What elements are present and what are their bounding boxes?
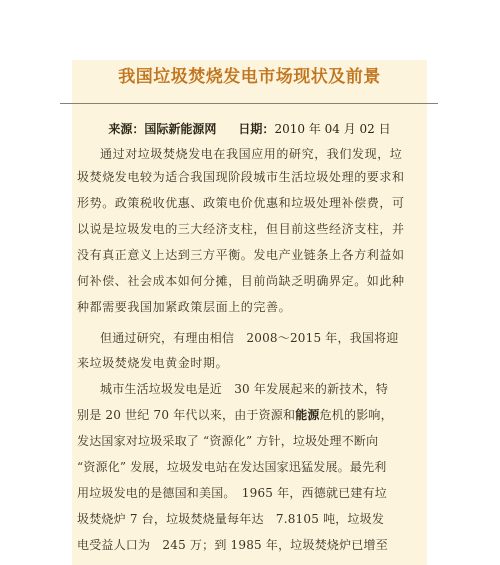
article-meta — [72, 120, 427, 137]
title-divider — [60, 103, 438, 104]
paragraph-line — [77, 407, 393, 423]
paragraph-line: 种都需要我国加紧政策层面上的完善。 — [77, 300, 292, 314]
paragraph-line: 没有真正意义上达到三方平衡。发电产业链条上各方利益如 — [77, 248, 405, 262]
article-title: 我国垃圾焚烧发电市场现状及前景 — [118, 67, 381, 87]
paragraph-line: 以说是垃圾发电的三大经济支柱，但目前这些经济支柱，并 — [77, 222, 405, 236]
paragraph-line: 形势。政策税收优惠、政策电价优惠和垃圾处理补偿费，可 — [77, 196, 405, 210]
energy-keyword: 能源 — [295, 408, 320, 422]
paragraph-line: 通过对垃圾焚烧发电在我国应用的研究，我们发现，垃 — [100, 147, 403, 161]
paragraph-line: 发达国家对垃圾采取了 “资源化” 方针，垃圾处理不断向 — [77, 434, 379, 448]
paragraph-line: 何补偿、社会成本如何分摊，目前尚缺乏明确界定。如此种 — [77, 274, 405, 288]
source-label: 来源： — [108, 122, 145, 136]
line-text: 危机的影响， — [319, 408, 393, 422]
date-value: 2010 年 04 月 02 日 — [274, 122, 391, 136]
paragraph-line: 城市生活垃圾发电是近 30 年发展起来的新技术，特 — [100, 382, 389, 396]
source-value: 国际新能源网 — [144, 122, 217, 136]
paragraph-line: “资源化” 发展，垃圾发电站在发达国家迅猛发展。最先利 — [77, 460, 387, 474]
paragraph-line: 圾焚烧炉 7 台，垃圾焚烧量每年达 7.8105 吨，垃圾发 — [77, 512, 385, 526]
line-text: 别是 20 世纪 70 年代以来，由于资源和 — [77, 408, 296, 422]
paragraph-line: 圾焚烧发电较为适合我国现阶段城市生活垃圾处理的要求和 — [77, 170, 405, 184]
paragraph-line: 电受益人口为 245 万；到 1985 年，垃圾焚烧炉已增至 — [77, 538, 388, 552]
date-label: 日期： — [238, 122, 275, 136]
paragraph-line: 来垃圾焚烧发电黄金时期。 — [77, 356, 229, 370]
paragraph-line: 但通过研究，有理由相信 2008～2015 年，我国将迎 — [100, 331, 399, 345]
paragraph-line: 用垃圾发电的是德国和美国。 1965 年，西德就已建有垃 — [77, 486, 387, 500]
